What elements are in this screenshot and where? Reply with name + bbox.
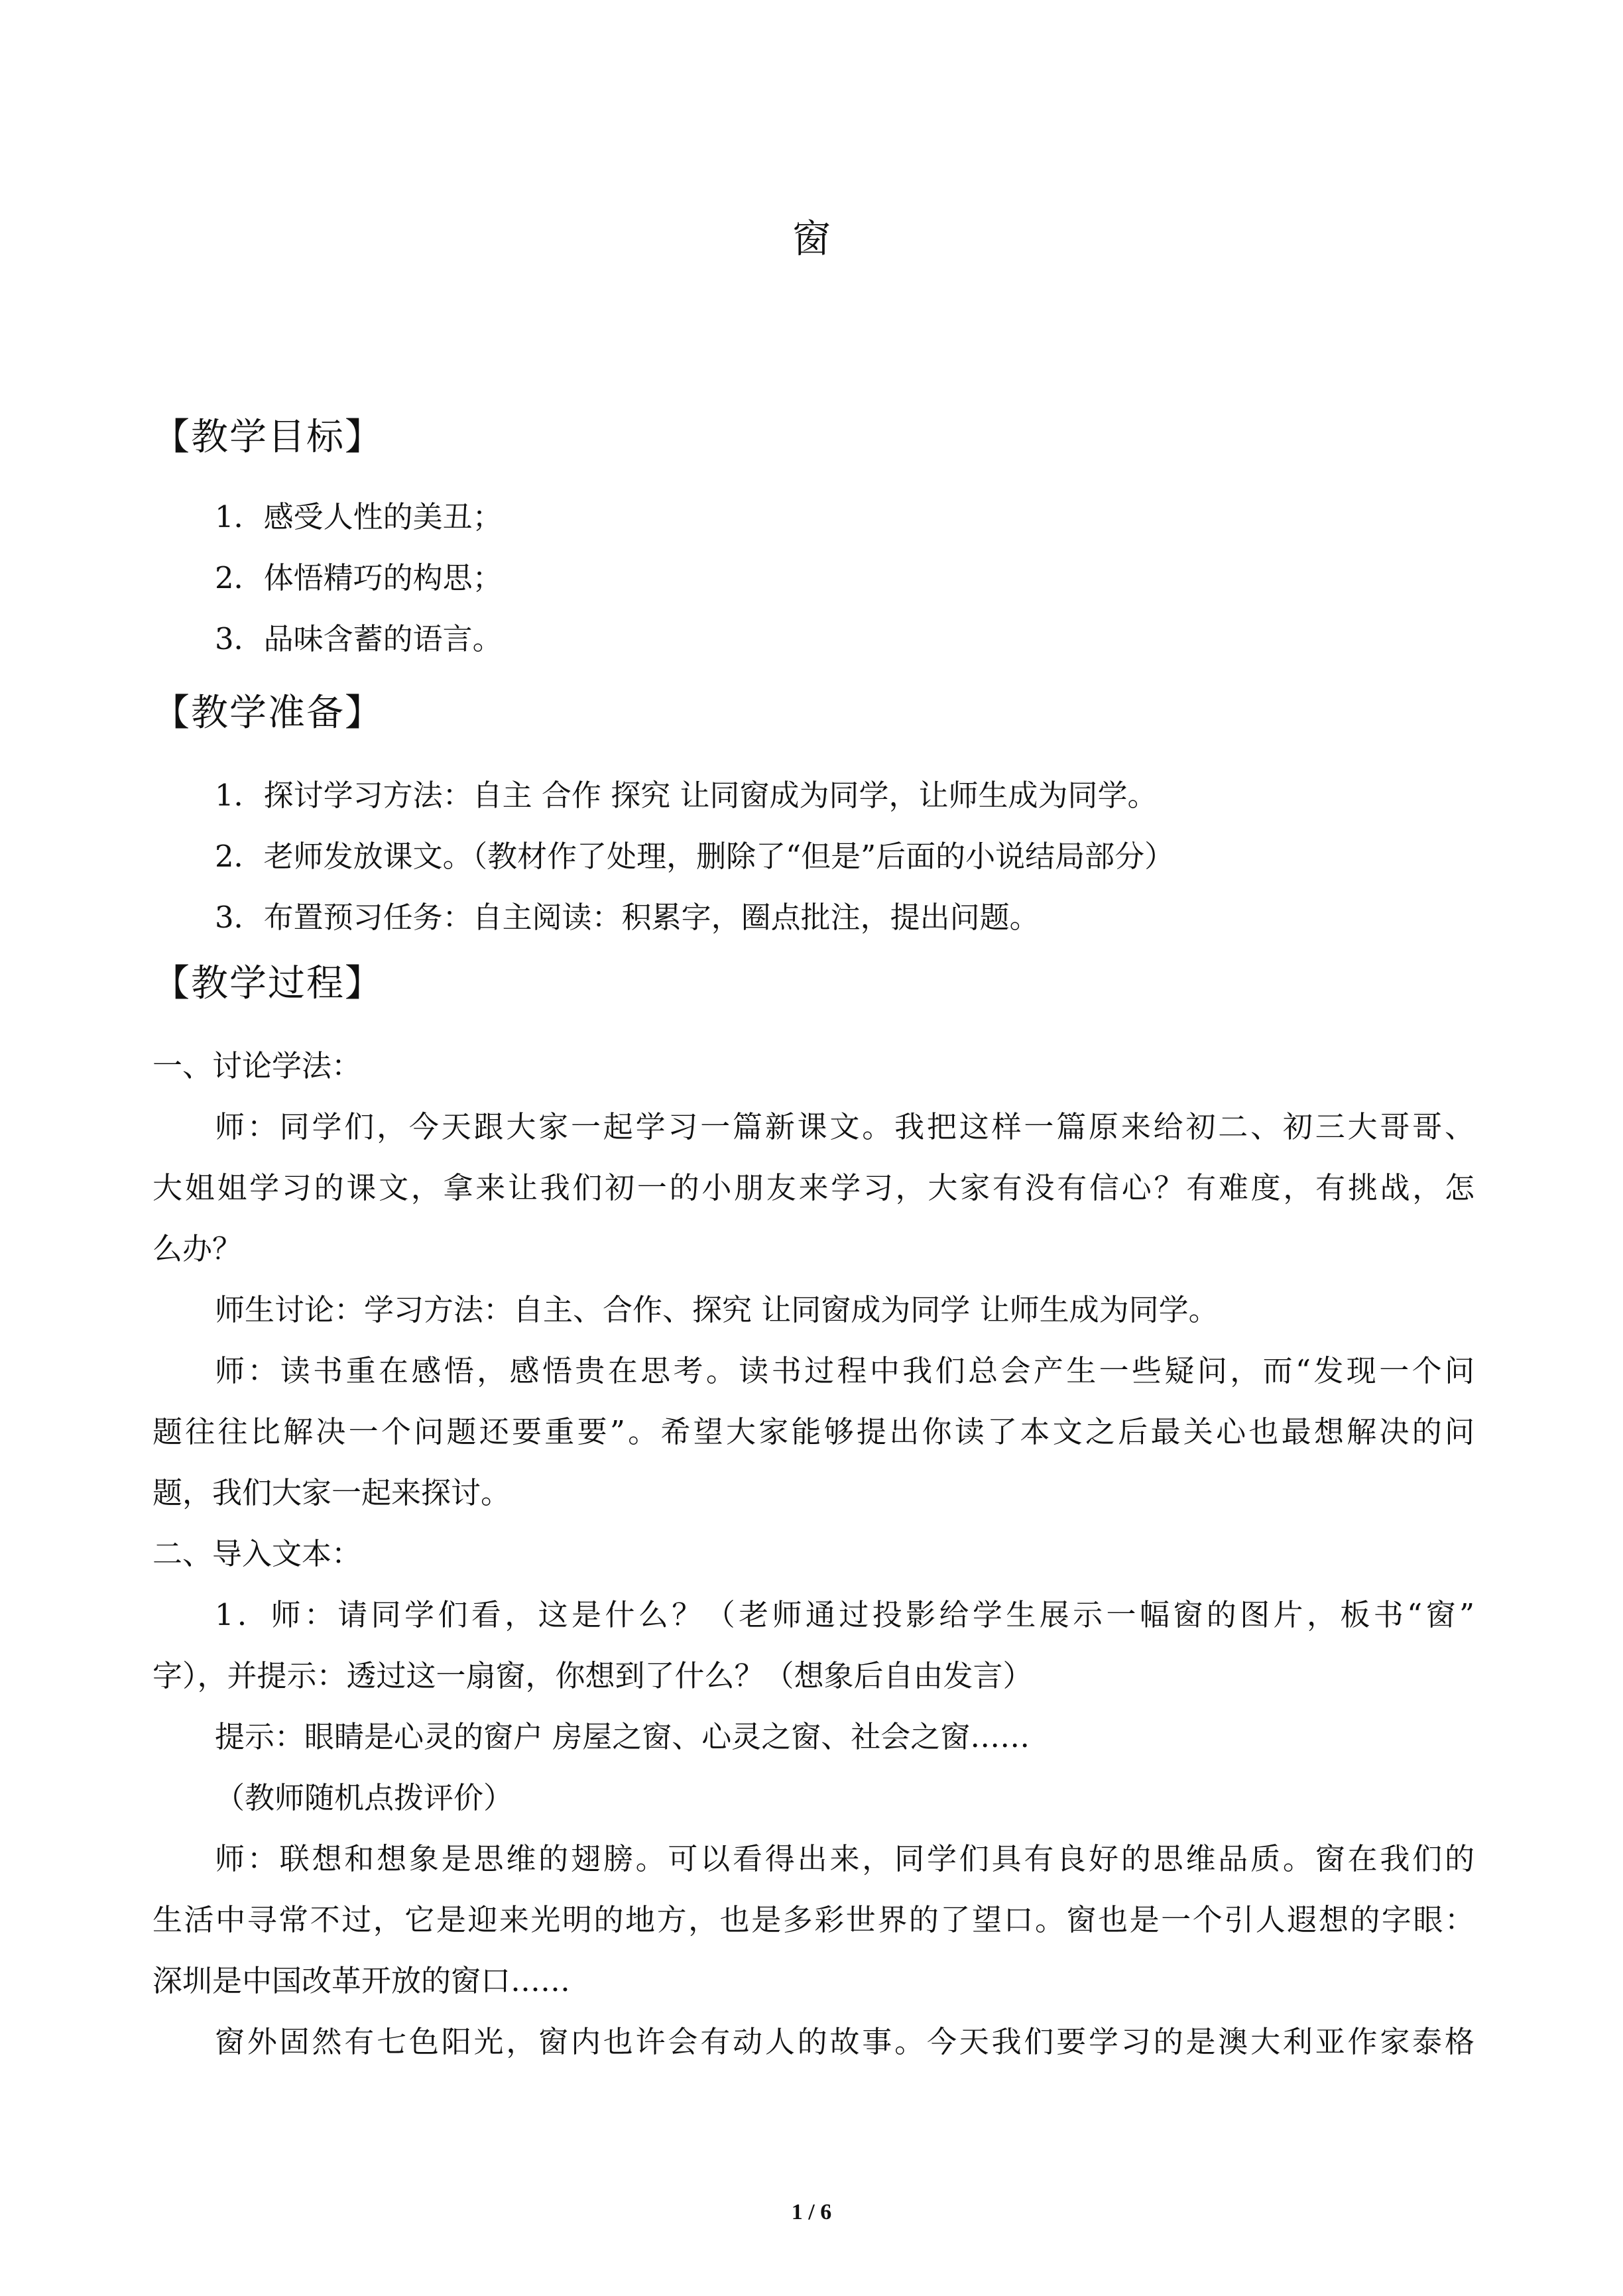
process-line: 一、讨论学法：	[152, 1048, 362, 1083]
process-line: 题，我们大家一起来探讨。	[152, 1475, 511, 1510]
goal-item: 2．体悟精巧的构思；	[215, 560, 503, 595]
section-heading-prep: 【教学准备】	[152, 692, 383, 735]
prep-item: 2．老师发放课文。（教材作了处理，删除了“但是”后面的小说结局部分）	[215, 839, 1175, 874]
process-line: 师：联想和想象是思维的翅膀。可以看得出来，同学们具有良好的思维品质。窗在我们的	[215, 1841, 1474, 1876]
section-heading-process: 【教学过程】	[152, 962, 383, 1005]
goal-item: 1．感受人性的美丑；	[215, 499, 503, 534]
process-line: 深圳是中国改革开放的窗口……	[152, 1963, 571, 1998]
section-heading-goals: 【教学目标】	[152, 416, 383, 459]
prep-item: 1．探讨学习方法：自主 合作 探究 让同窗成为同学，让师生成为同学。	[215, 778, 1158, 813]
process-line: 字），并提示：透过这一扇窗，你想到了什么？（想象后自由发言）	[152, 1658, 1033, 1693]
process-line: 二、导入文本：	[152, 1536, 362, 1571]
document-title: 窗	[792, 216, 831, 261]
goal-item: 3．品味含蓄的语言。	[215, 621, 503, 656]
process-line: 师：读书重在感悟，感悟贵在思考。读书过程中我们总会产生一些疑问，而“发现一个问	[215, 1353, 1474, 1388]
process-line: 题往往比解决一个问题还要重要”。希望大家能够提出你读了本文之后最关心也最想解决的问	[152, 1414, 1474, 1449]
process-line: 师生讨论：学习方法：自主、合作、探究 让同窗成为同学 让师生成为同学。	[215, 1292, 1219, 1327]
page-number: 1 / 6	[791, 2200, 832, 2224]
process-line: 大姐姐学习的课文，拿来让我们初一的小朋友来学习，大家有没有信心？有难度，有挑战，怎	[152, 1170, 1474, 1205]
process-line: 师：同学们，今天跟大家一起学习一篇新课文。我把这样一篇原来给初二、初三大哥哥、	[215, 1109, 1474, 1144]
prep-item: 3．布置预习任务：自主阅读：积累字，圈点批注，提出问题。	[215, 900, 1040, 935]
process-line: 窗外固然有七色阳光，窗内也许会有动人的故事。今天我们要学习的是澳大利亚作家泰格	[215, 2024, 1474, 2059]
process-line: （教师随机点拨评价）	[215, 1780, 514, 1815]
process-line: 提示：眼睛是心灵的窗户 房屋之窗、心灵之窗、社会之窗……	[215, 1719, 1030, 1754]
process-line: 么办？	[152, 1231, 243, 1266]
process-line: 生活中寻常不过，它是迎来光明的地方，也是多彩世界的了望口。窗也是一个引人遐想的字眼：	[152, 1902, 1474, 1937]
process-line: 1．师：请同学们看，这是什么？（老师通过投影给学生展示一幅窗的图片，板书“窗”	[215, 1597, 1474, 1632]
